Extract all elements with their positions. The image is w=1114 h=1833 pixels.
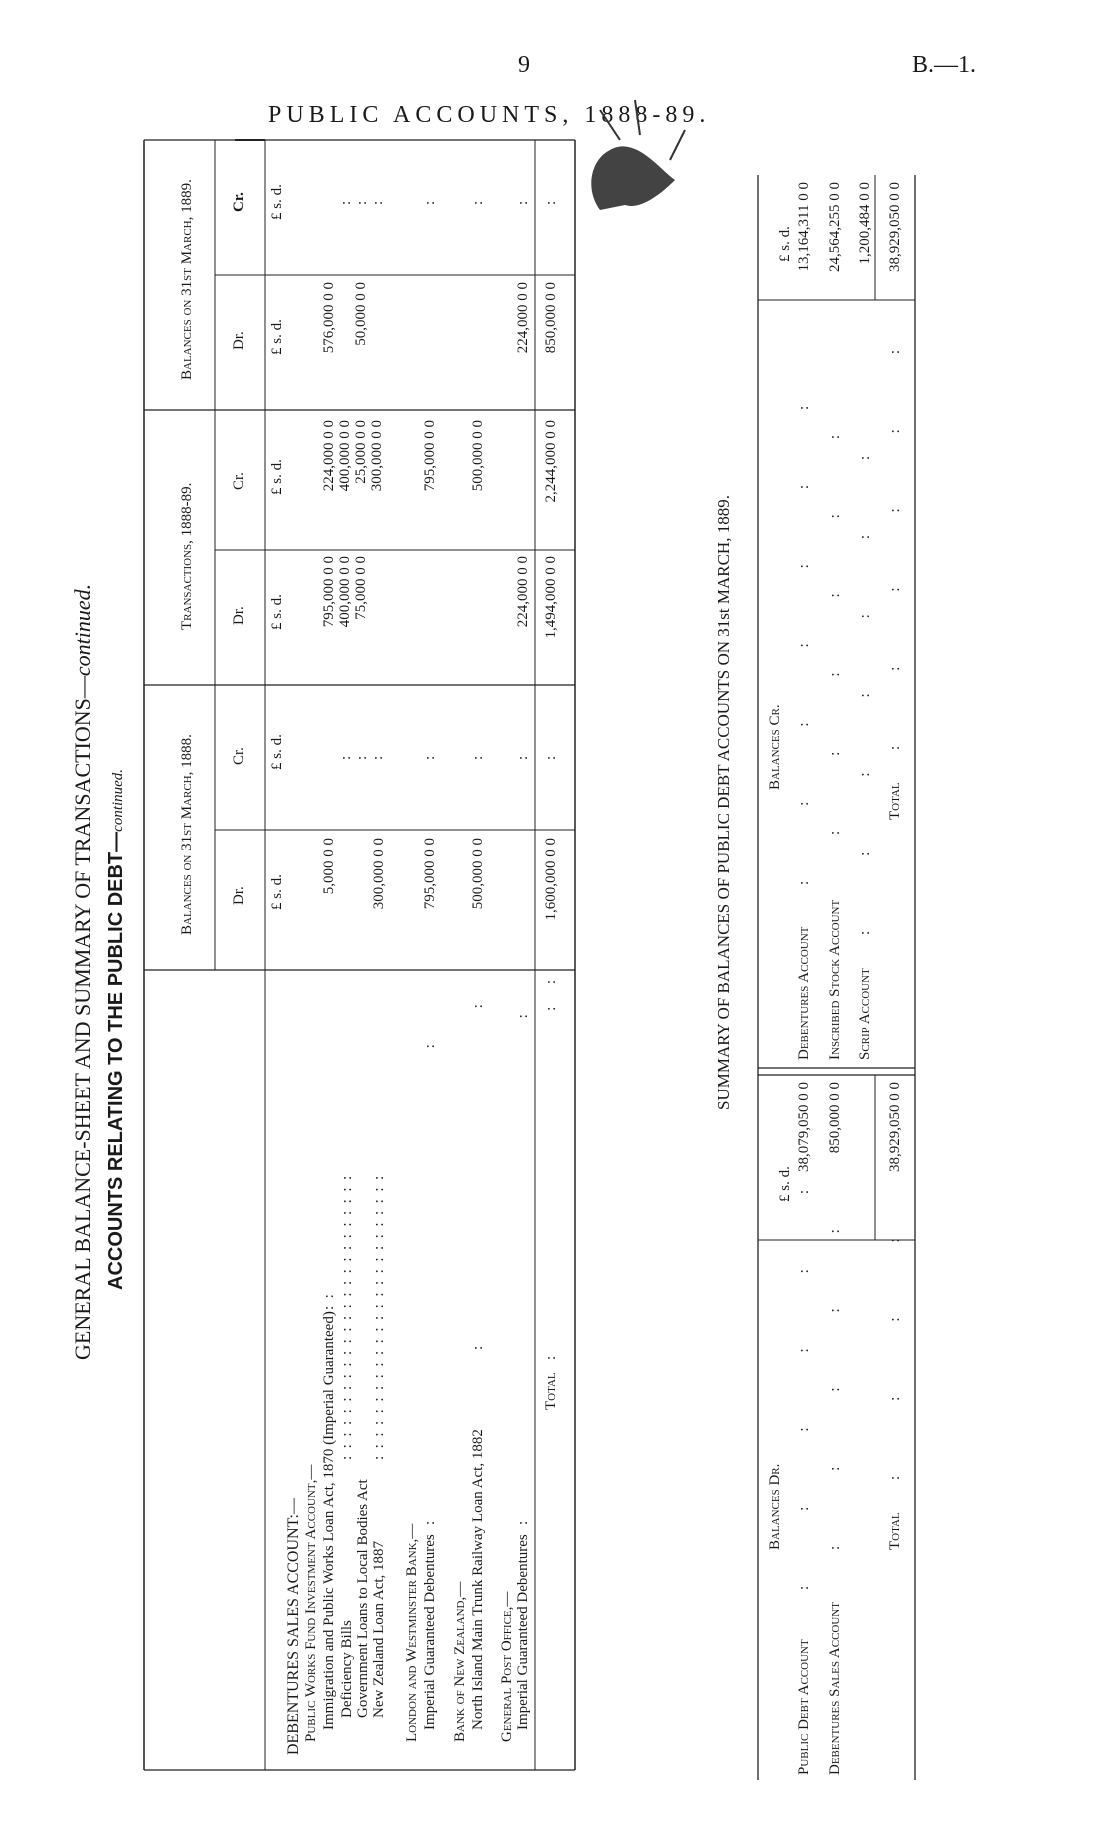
cell-transactions-dr: 224,000 0 0 xyxy=(515,556,531,628)
summary-cr-total-value: 38,929,050 0 0 xyxy=(887,182,903,272)
row-label-total: Total xyxy=(543,1372,559,1410)
row-label-bank-of-nz: Bank of New Zealand,— xyxy=(452,1581,468,1742)
row-label-government-loans: Government Loans to Local Bodies Act xyxy=(355,1479,371,1718)
balance-sheet-subtitle: ACCOUNTS RELATING TO THE PUBLIC DEBT—continued. xyxy=(105,768,127,1290)
cell-transactions-cr: 795,000 0 0 xyxy=(422,420,438,492)
summary-row-debentures-account: Debentures Account xyxy=(796,926,812,1060)
unit-label: £ s. d. xyxy=(269,594,285,630)
cell-transactions-dr: 75,000 0 0 xyxy=(353,556,369,620)
row-label-imperial-guaranteed-1: Imperial Guaranteed Debentures xyxy=(422,1534,438,1730)
leader-dots: : : : : : : : : : : : : : : : : : : : : : : : : : xyxy=(339,1175,355,1460)
page-header: PUBLIC ACCOUNTS, 1888-89. xyxy=(268,102,711,128)
empty-cell-dots: : xyxy=(470,200,486,205)
summary-table-grid xyxy=(60,90,1020,1790)
cell-opening-dr: 500,000 0 0 xyxy=(470,838,486,910)
cell-closing-dr: 576,000 0 0 xyxy=(321,282,337,354)
empty-cell-dots: : xyxy=(543,755,559,760)
leader-dots: : : xyxy=(422,1044,438,1525)
summary-dr-total-value: 38,929,050 0 0 xyxy=(887,1082,903,1172)
summary-dr-heading: Balances Dr. xyxy=(767,1463,783,1550)
empty-cell-dots: : xyxy=(515,200,531,205)
dr-heading: Dr. xyxy=(231,331,247,350)
summary-title: SUMMARY OF BALANCES OF PUBLIC DEBT ACCOUNTS ON 31st MARCH, 1889. xyxy=(714,495,733,1110)
empty-cell-dots: : : : xyxy=(338,200,386,205)
cell-transactions-cr: 500,000 0 0 xyxy=(470,420,486,492)
row-label-public-works-fund: Public Works Fund Investment Account,— xyxy=(303,1464,319,1742)
leader-dots: : : xyxy=(321,1294,337,1310)
cell-opening-dr: 795,000 0 0 xyxy=(422,838,438,910)
unit-label: £ s. d. xyxy=(269,184,285,220)
heading-balances-1888: Balances on 31st March, 1888. xyxy=(179,734,195,935)
unit-label: £ s. d. xyxy=(269,874,285,910)
leader-dots: : : : : : : xyxy=(796,1189,812,1590)
summary-cr-unit: £ s. d. xyxy=(777,226,793,262)
cell-transactions-dr: 795,000 0 0 xyxy=(321,556,337,628)
row-label-debentures-sales-account: DEBENTURES SALES ACCOUNT:— xyxy=(285,1498,302,1755)
unit-label: £ s. d. xyxy=(269,734,285,770)
cell-transactions-cr: 224,000 0 0 xyxy=(321,420,337,492)
row-label-london-westminster: London and Westminster Bank,— xyxy=(404,1523,420,1742)
cell-opening-dr-total: 1,600,000 0 0 xyxy=(543,838,559,921)
summary-cr-total-label: Total xyxy=(887,782,903,820)
empty-cell-dots: : xyxy=(543,200,559,205)
leader-dots: : : : : : : xyxy=(887,349,903,750)
cell-closing-dr: 50,000 0 0 xyxy=(353,282,369,346)
leader-dots: : : : : : : : xyxy=(857,455,873,935)
page-number: 9 xyxy=(518,52,530,78)
row-label-north-island-main-trunk: North Island Main Trunk Railway Loan Act, 1882 xyxy=(470,1429,486,1730)
leader-dots: : : : : xyxy=(887,1238,903,1480)
cell-transactions-dr: 400,000 0 0 xyxy=(337,556,353,628)
leader-dots: : : : xyxy=(543,979,559,1360)
document-reference: B.—1. xyxy=(912,52,977,78)
empty-cell-dots: : xyxy=(422,755,438,760)
cell-transactions-cr: 300,000 0 0 xyxy=(369,420,385,492)
heading-transactions: Transactions, 1888-89. xyxy=(179,482,195,630)
row-label-immigration: Immigration and Public Works Loan Act, 1870 (Imperial Guaranteed) xyxy=(321,1311,337,1730)
cell-transactions-dr-total: 1,494,000 0 0 xyxy=(543,556,559,639)
summary-value-debentures-account: 13,164,311 0 0 xyxy=(796,182,812,272)
leader-dots: : : xyxy=(470,1004,486,1350)
cell-closing-dr: 224,000 0 0 xyxy=(515,282,531,354)
summary-row-inscribed-stock: Inscribed Stock Account xyxy=(827,899,843,1060)
summary-dr-unit: £ s. d. xyxy=(777,1166,793,1202)
row-label-nz-loan-act: New Zealand Loan Act, 1887 xyxy=(371,1540,387,1718)
cell-transactions-cr-total: 2,244,000 0 0 xyxy=(543,420,559,503)
empty-cell-dots: : xyxy=(422,200,438,205)
cell-opening-dr: 300,000 0 0 xyxy=(371,838,387,910)
dr-heading: Dr. xyxy=(231,886,247,905)
leader-dots: : : : : : : xyxy=(827,434,843,835)
summary-value-debentures-sales: 850,000 0 0 xyxy=(827,1082,843,1154)
leader-dots: : : : : : : : : : : : : : : : : : : : : : : : : : xyxy=(371,1175,387,1460)
empty-cell-dots: : : : xyxy=(338,755,386,760)
cell-closing-dr-total: 850,000 0 0 xyxy=(543,282,559,354)
row-label-imperial-guaranteed-2: Imperial Guaranteed Debentures xyxy=(515,1534,531,1730)
cr-heading: Cr. xyxy=(231,192,247,212)
summary-row-scrip-account: Scrip Account xyxy=(857,968,873,1060)
cell-transactions-cr: 25,000 0 0 xyxy=(353,420,369,484)
unit-label: £ s. d. xyxy=(269,319,285,355)
summary-cr-heading: Balances Cr. xyxy=(767,704,783,790)
heading-balances-1889: Balances on 31st March, 1889. xyxy=(179,179,195,380)
cr-heading: Cr. xyxy=(231,747,247,765)
cell-opening-dr: 5,000 0 0 xyxy=(321,838,337,895)
leader-dots: : : : : : xyxy=(827,1229,843,1550)
summary-value-public-debt: 38,079,050 0 0 xyxy=(796,1082,812,1172)
summary-row-debentures-sales: Debentures Sales Account xyxy=(827,1602,843,1775)
leader-dots: : : xyxy=(515,1014,531,1525)
summary-row-public-debt-account: Public Debt Account xyxy=(796,1639,812,1775)
balance-sheet-title: GENERAL BALANCE-SHEET AND SUMMARY OF TRANSACTIONS—continued. xyxy=(70,583,95,1360)
row-label-deficiency-bills: Deficiency Bills xyxy=(339,1620,355,1718)
rotated-page-content xyxy=(60,90,1020,1790)
summary-dr-total-label: Total xyxy=(887,1512,903,1550)
summary-value-inscribed-stock: 24,564,255 0 0 xyxy=(827,182,843,272)
row-label-general-post-office: General Post Office,— xyxy=(499,1591,515,1742)
cr-heading: Cr. xyxy=(231,472,247,490)
leader-dots: : : : : : : : xyxy=(796,405,812,885)
cell-transactions-cr: 400,000 0 0 xyxy=(337,420,353,492)
summary-value-scrip-account: 1,200,484 0 0 xyxy=(857,182,873,265)
empty-cell-dots: : xyxy=(515,755,531,760)
unit-label: £ s. d. xyxy=(269,459,285,495)
dr-heading: Dr. xyxy=(231,606,247,625)
empty-cell-dots: : xyxy=(470,755,486,760)
